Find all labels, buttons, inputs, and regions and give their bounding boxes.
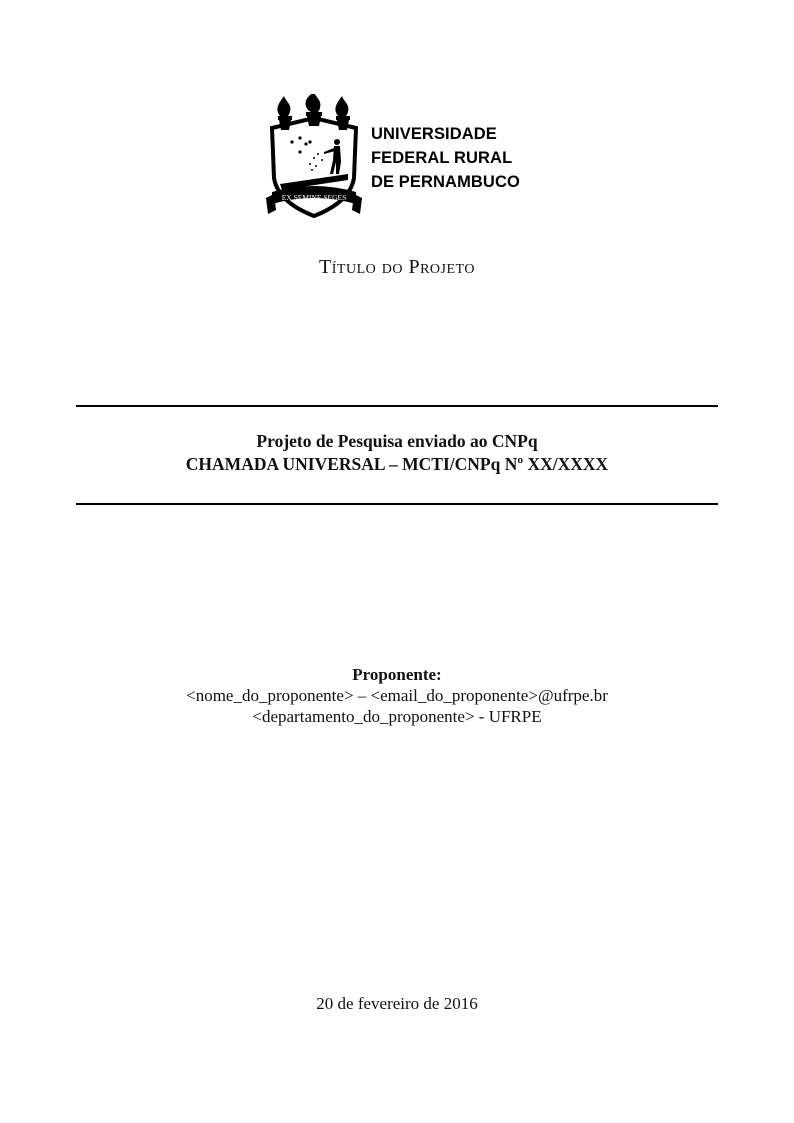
submission-line-1: Projeto de Pesquisa enviado ao CNPq	[256, 431, 538, 451]
proponent-department: <departamento_do_proponente> - UFRPE	[252, 707, 542, 726]
svg-text:EX SEMINE SEGES: EX SEMINE SEGES	[281, 193, 347, 202]
proponent-label: Proponente:	[352, 665, 442, 684]
document-date: 20 de fevereiro de 2016	[316, 994, 478, 1013]
top-horizontal-rule	[76, 405, 718, 407]
institution-name-line-1: UNIVERSIDADE	[371, 125, 497, 143]
ufrpe-crest-icon	[266, 94, 362, 220]
bottom-horizontal-rule	[76, 503, 718, 505]
proponent-block	[0, 664, 794, 727]
institution-name	[371, 122, 520, 194]
institution-name-line-2: FEDERAL RURAL	[371, 149, 513, 167]
submission-heading	[0, 430, 794, 476]
university-logo	[266, 94, 536, 220]
institution-name-line-3: DE PERNAMBUCO	[371, 173, 520, 191]
project-title: Título do Projeto	[319, 256, 475, 278]
proponent-name-email: <nome_do_proponente> – <email_do_proponente>@ufrpe.br	[186, 686, 608, 705]
submission-line-2: CHAMADA UNIVERSAL – MCTI/CNPq Nº XX/XXXX	[185, 454, 609, 474]
